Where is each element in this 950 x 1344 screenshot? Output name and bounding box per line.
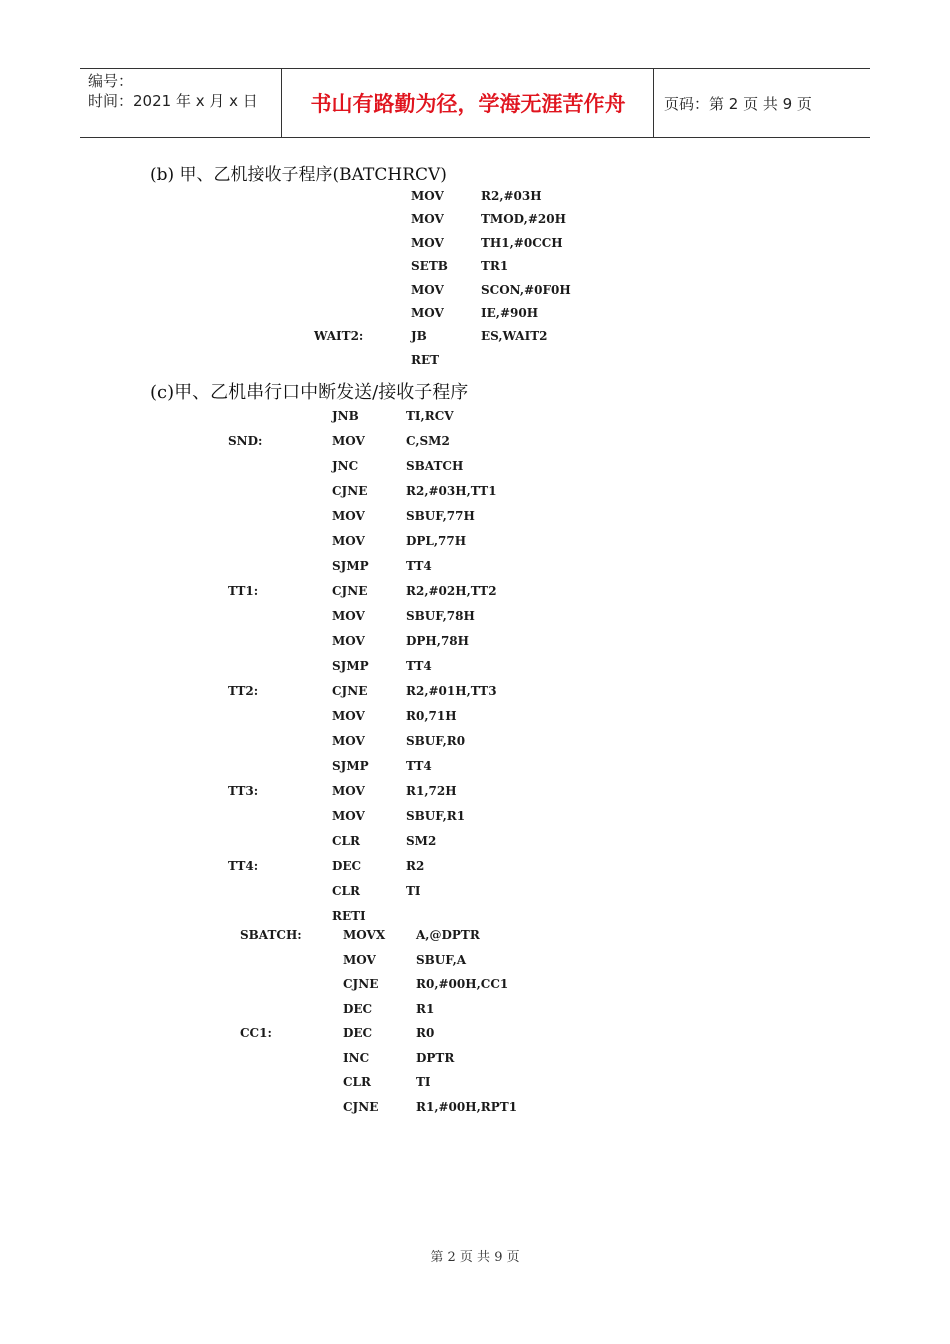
code-mnemonic: SJMP <box>332 559 369 573</box>
code-operands: TMOD,#20H <box>481 212 566 227</box>
code-operands: TT4 <box>406 659 432 673</box>
code-mnemonic: MOV <box>411 282 444 297</box>
code-mnemonic: INC <box>343 1050 370 1065</box>
code-mnemonic: MOV <box>411 212 444 227</box>
code-operands: SBUF,78H <box>406 609 475 623</box>
code-mnemonic: MOVX <box>343 928 386 942</box>
code-mnemonic: DEC <box>343 1001 373 1016</box>
code-operands: DPL,77H <box>406 534 467 548</box>
code-operands: R2,#02H,TT2 <box>406 584 497 598</box>
code-operands: SCON,#0F0H <box>481 282 571 297</box>
code-mnemonic: MOV <box>343 952 376 967</box>
code-mnemonic: CLR <box>343 1075 371 1089</box>
code-mnemonic: CJNE <box>332 484 368 498</box>
code-operands: IE,#90H <box>481 306 539 320</box>
code-mnemonic: MOV <box>332 809 365 823</box>
code-operands: ES,WAIT2 <box>481 329 548 344</box>
code-label: TT4: <box>228 859 259 873</box>
code-operands: R2,#03H <box>481 189 542 203</box>
code-label: WAIT2: <box>314 329 364 344</box>
code-label: TT3: <box>228 784 259 798</box>
code-operands: SM2 <box>406 834 437 848</box>
page-footer: 第 2 页 共 9 页 <box>430 1250 520 1265</box>
code-operands: R1 <box>416 1001 435 1016</box>
code-mnemonic: CLR <box>332 884 360 898</box>
code-mnemonic: MOV <box>332 534 365 548</box>
code-mnemonic: CJNE <box>332 684 368 698</box>
header-motto: 书山有路勤为径，学海无涯苦作舟 <box>310 92 626 116</box>
code-operands: TT4 <box>406 759 432 773</box>
code-operands: SBUF,R0 <box>406 734 466 748</box>
code-mnemonic: MOV <box>411 189 444 203</box>
code-label: TT2: <box>228 684 259 698</box>
section-c-heading: (c)甲、乙机串行口中断发送/接收子程序 <box>150 382 469 403</box>
code-mnemonic: CJNE <box>343 977 379 991</box>
code-operands: R1,72H <box>406 784 457 798</box>
code-mnemonic: RET <box>411 352 440 367</box>
code-mnemonic: DEC <box>332 859 362 873</box>
code-label: SBATCH: <box>240 928 302 942</box>
code-operands: R0,#00H,CC1 <box>416 977 509 991</box>
code-operands: SBUF,A <box>416 952 467 967</box>
code-mnemonic: MOV <box>332 734 365 748</box>
code-mnemonic: JB <box>411 329 427 344</box>
code-mnemonic: JNC <box>332 459 359 473</box>
code-mnemonic: MOV <box>411 306 444 320</box>
code-mnemonic: SJMP <box>332 659 369 673</box>
code-operands: TR1 <box>481 259 509 274</box>
code-mnemonic: MOV <box>411 235 444 250</box>
code-operands: R2 <box>406 859 425 873</box>
code-operands: SBUF,R1 <box>406 809 466 823</box>
code-label: CC1: <box>240 1026 272 1040</box>
code-operands: TH1,#0CCH <box>481 235 563 250</box>
code-mnemonic: MOV <box>332 509 365 523</box>
code-mnemonic: DEC <box>343 1026 373 1040</box>
header-page-info: 页码：第 2 页 共 9 页 <box>664 95 812 113</box>
code-label: SND: <box>228 434 263 448</box>
code-label: TT1: <box>228 584 259 598</box>
code-operands: R2,#01H,TT3 <box>406 684 497 698</box>
code-operands: TI,RCV <box>406 409 454 423</box>
code-operands: TI <box>416 1075 431 1089</box>
code-mnemonic: SJMP <box>332 759 369 773</box>
code-operands: DPH,78H <box>406 634 469 648</box>
code-mnemonic: RETI <box>332 909 366 923</box>
code-mnemonic: MOV <box>332 434 365 448</box>
code-operands: SBATCH <box>406 459 464 473</box>
code-operands: C,SM2 <box>406 434 450 448</box>
document-number-label: 编号： <box>88 72 134 90</box>
code-operands: R0,71H <box>406 709 457 723</box>
code-operands: R1,#00H,RPT1 <box>416 1099 518 1114</box>
code-mnemonic: SETB <box>411 259 448 274</box>
code-operands: A,@DPTR <box>416 928 480 942</box>
code-mnemonic: MOV <box>332 784 365 798</box>
code-operands: SBUF,77H <box>406 509 475 523</box>
code-mnemonic: JNB <box>332 409 359 423</box>
section-b-heading: (b) 甲、乙机接收子程序(BATCHRCV) <box>150 165 447 185</box>
code-mnemonic: MOV <box>332 634 365 648</box>
code-operands: R0 <box>416 1026 435 1040</box>
code-mnemonic: MOV <box>332 709 365 723</box>
code-mnemonic: MOV <box>332 609 365 623</box>
code-operands: TI <box>406 884 421 898</box>
code-mnemonic: CJNE <box>343 1099 379 1114</box>
code-operands: TT4 <box>406 559 432 573</box>
code-mnemonic: CLR <box>332 834 360 848</box>
code-operands: R2,#03H,TT1 <box>406 484 497 498</box>
code-operands: DPTR <box>416 1050 455 1065</box>
code-mnemonic: CJNE <box>332 584 368 598</box>
document-date: 时间：2021 年 x 月 x 日 <box>88 92 258 110</box>
